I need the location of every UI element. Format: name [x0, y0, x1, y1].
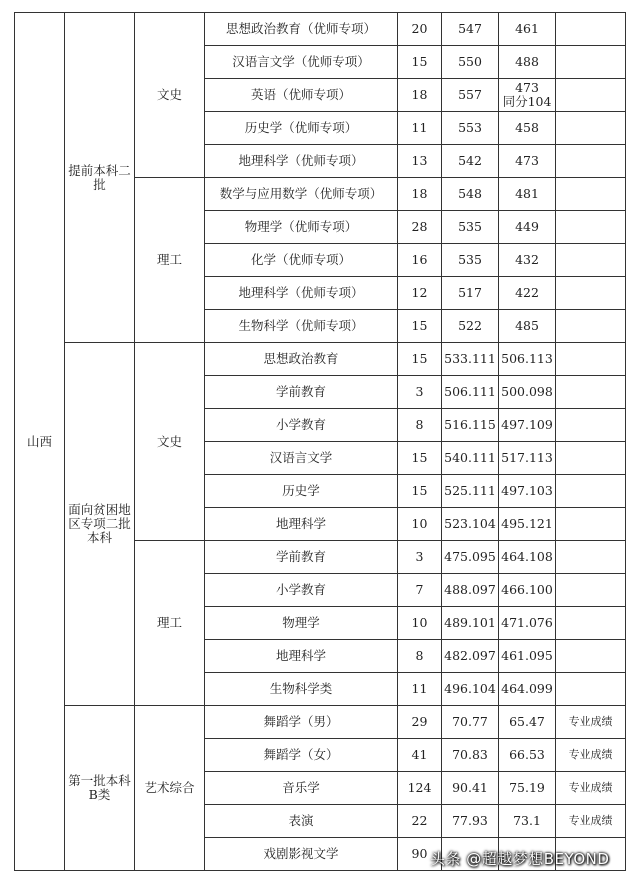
major-cell: 数学与应用数学（优师专项） [205, 178, 398, 211]
min-score-cell: 506.113 [499, 343, 556, 376]
count-cell: 15 [398, 475, 442, 508]
max-score-cell: 70.83 [442, 739, 499, 772]
table-row [15, 706, 626, 739]
note-cell: 专业成绩 [556, 805, 626, 838]
major-cell: 化学（优师专项） [205, 244, 398, 277]
note-cell [556, 673, 626, 706]
category-cell: 理工 [135, 541, 205, 706]
category-cell: 理工 [135, 178, 205, 343]
major-cell: 生物科学类 [205, 673, 398, 706]
min-score-cell: 449 [499, 211, 556, 244]
min-score-cell: 495.121 [499, 508, 556, 541]
max-score-cell: 535 [442, 211, 499, 244]
count-cell: 8 [398, 640, 442, 673]
major-cell: 历史学 [205, 475, 398, 508]
note-cell [556, 79, 626, 112]
min-score-cell: 65.47 [499, 706, 556, 739]
min-score-cell: 464.108 [499, 541, 556, 574]
major-cell: 生物科学（优师专项） [205, 310, 398, 343]
count-cell: 124 [398, 772, 442, 805]
min-score-cell: 464.099 [499, 673, 556, 706]
major-cell: 地理科学（优师专项） [205, 145, 398, 178]
major-cell: 表演 [205, 805, 398, 838]
count-cell: 8 [398, 409, 442, 442]
max-score-cell: 540.111 [442, 442, 499, 475]
min-score-cell: 66.53 [499, 739, 556, 772]
max-score-cell: 535 [442, 244, 499, 277]
admission-score-table [14, 12, 626, 871]
min-score-cell: 481 [499, 178, 556, 211]
major-cell: 小学教育 [205, 574, 398, 607]
note-cell [556, 277, 626, 310]
min-score-cell: 73.1 [499, 805, 556, 838]
max-score-cell: 542 [442, 145, 499, 178]
count-cell: 29 [398, 706, 442, 739]
major-cell: 汉语言文学 [205, 442, 398, 475]
batch-cell: 提前本科二批 [65, 13, 135, 343]
note-cell [556, 640, 626, 673]
max-score-cell: 550 [442, 46, 499, 79]
max-score-cell: 482.097 [442, 640, 499, 673]
note-cell [556, 46, 626, 79]
max-score-cell: 523.104 [442, 508, 499, 541]
major-cell: 小学教育 [205, 409, 398, 442]
note-cell [556, 409, 626, 442]
max-score-cell: 548 [442, 178, 499, 211]
count-cell: 15 [398, 310, 442, 343]
min-score-cell: 517.113 [499, 442, 556, 475]
tie-count-value: 同分104 [502, 94, 552, 109]
note-cell [556, 310, 626, 343]
major-cell: 英语（优师专项） [205, 79, 398, 112]
count-cell: 10 [398, 607, 442, 640]
min-score-cell: 466.100 [499, 574, 556, 607]
province-cell: 山西 [15, 13, 65, 871]
count-cell: 41 [398, 739, 442, 772]
max-score-cell: 557 [442, 79, 499, 112]
major-cell: 戏剧影视文学 [205, 838, 398, 871]
count-cell: 15 [398, 343, 442, 376]
count-cell: 16 [398, 244, 442, 277]
count-cell: 18 [398, 178, 442, 211]
table-row [15, 343, 626, 376]
min-score-cell: 461 [499, 13, 556, 46]
note-cell [556, 541, 626, 574]
category-cell: 文史 [135, 13, 205, 178]
watermark-text: 头条 @超越梦想BEYOND [430, 850, 610, 868]
count-cell: 11 [398, 673, 442, 706]
note-cell [556, 343, 626, 376]
max-score-cell: 517 [442, 277, 499, 310]
note-cell [556, 607, 626, 640]
min-score-value: 473 [515, 80, 539, 95]
min-score-cell: 500.098 [499, 376, 556, 409]
major-cell: 学前教育 [205, 376, 398, 409]
major-cell: 物理学（优师专项） [205, 211, 398, 244]
note-cell [556, 475, 626, 508]
count-cell: 28 [398, 211, 442, 244]
count-cell: 13 [398, 145, 442, 178]
major-cell: 物理学 [205, 607, 398, 640]
max-score-cell: 506.111 [442, 376, 499, 409]
count-cell: 12 [398, 277, 442, 310]
note-cell: 专业成绩 [556, 772, 626, 805]
major-cell: 思想政治教育 [205, 343, 398, 376]
note-cell [556, 211, 626, 244]
note-cell: 专业成绩 [556, 706, 626, 739]
min-score-cell: 75.19 [499, 772, 556, 805]
batch-cell: 第一批本科B类 [65, 706, 135, 871]
major-cell: 音乐学 [205, 772, 398, 805]
note-cell [556, 112, 626, 145]
max-score-cell: 475.095 [442, 541, 499, 574]
max-score-cell: 90.41 [442, 772, 499, 805]
max-score-cell: 516.115 [442, 409, 499, 442]
min-score-cell: 458 [499, 112, 556, 145]
count-cell: 10 [398, 508, 442, 541]
count-cell: 3 [398, 376, 442, 409]
min-score-cell: 471.076 [499, 607, 556, 640]
note-cell [556, 376, 626, 409]
note-cell [556, 13, 626, 46]
max-score-cell: 522 [442, 310, 499, 343]
table-row [15, 13, 626, 46]
note-cell [556, 244, 626, 277]
category-cell: 艺术综合 [135, 706, 205, 871]
major-cell: 学前教育 [205, 541, 398, 574]
major-cell: 地理科学 [205, 640, 398, 673]
note-cell: 专业成绩 [556, 739, 626, 772]
min-score-cell: 473 [499, 145, 556, 178]
count-cell: 15 [398, 46, 442, 79]
count-cell: 11 [398, 112, 442, 145]
note-cell [556, 442, 626, 475]
note-cell [556, 145, 626, 178]
min-score-cell: 497.109 [499, 409, 556, 442]
count-cell: 3 [398, 541, 442, 574]
min-score-cell: 488 [499, 46, 556, 79]
min-score-cell: 485 [499, 310, 556, 343]
count-cell: 18 [398, 79, 442, 112]
min-score-cell: 422 [499, 277, 556, 310]
max-score-cell: 496.104 [442, 673, 499, 706]
max-score-cell: 70.77 [442, 706, 499, 739]
note-cell [556, 508, 626, 541]
major-cell: 汉语言文学（优师专项） [205, 46, 398, 79]
note-cell [556, 574, 626, 607]
min-score-cell: 432 [499, 244, 556, 277]
note-cell [556, 178, 626, 211]
major-cell: 舞蹈学（男） [205, 706, 398, 739]
max-score-cell: 488.097 [442, 574, 499, 607]
max-score-cell: 553 [442, 112, 499, 145]
major-cell: 舞蹈学（女） [205, 739, 398, 772]
count-cell: 7 [398, 574, 442, 607]
min-score-cell [499, 79, 556, 112]
min-score-cell: 497.103 [499, 475, 556, 508]
max-score-cell: 489.101 [442, 607, 499, 640]
major-cell: 地理科学（优师专项） [205, 277, 398, 310]
major-cell: 地理科学 [205, 508, 398, 541]
batch-cell: 面向贫困地区专项二批本科 [65, 343, 135, 706]
count-cell: 90 [398, 838, 442, 871]
max-score-cell: 547 [442, 13, 499, 46]
max-score-cell: 77.93 [442, 805, 499, 838]
min-score-cell: 461.095 [499, 640, 556, 673]
count-cell: 20 [398, 13, 442, 46]
max-score-cell: 533.111 [442, 343, 499, 376]
count-cell: 22 [398, 805, 442, 838]
major-cell: 思想政治教育（优师专项） [205, 13, 398, 46]
category-cell: 文史 [135, 343, 205, 541]
max-score-cell: 525.111 [442, 475, 499, 508]
major-cell: 历史学（优师专项） [205, 112, 398, 145]
count-cell: 15 [398, 442, 442, 475]
